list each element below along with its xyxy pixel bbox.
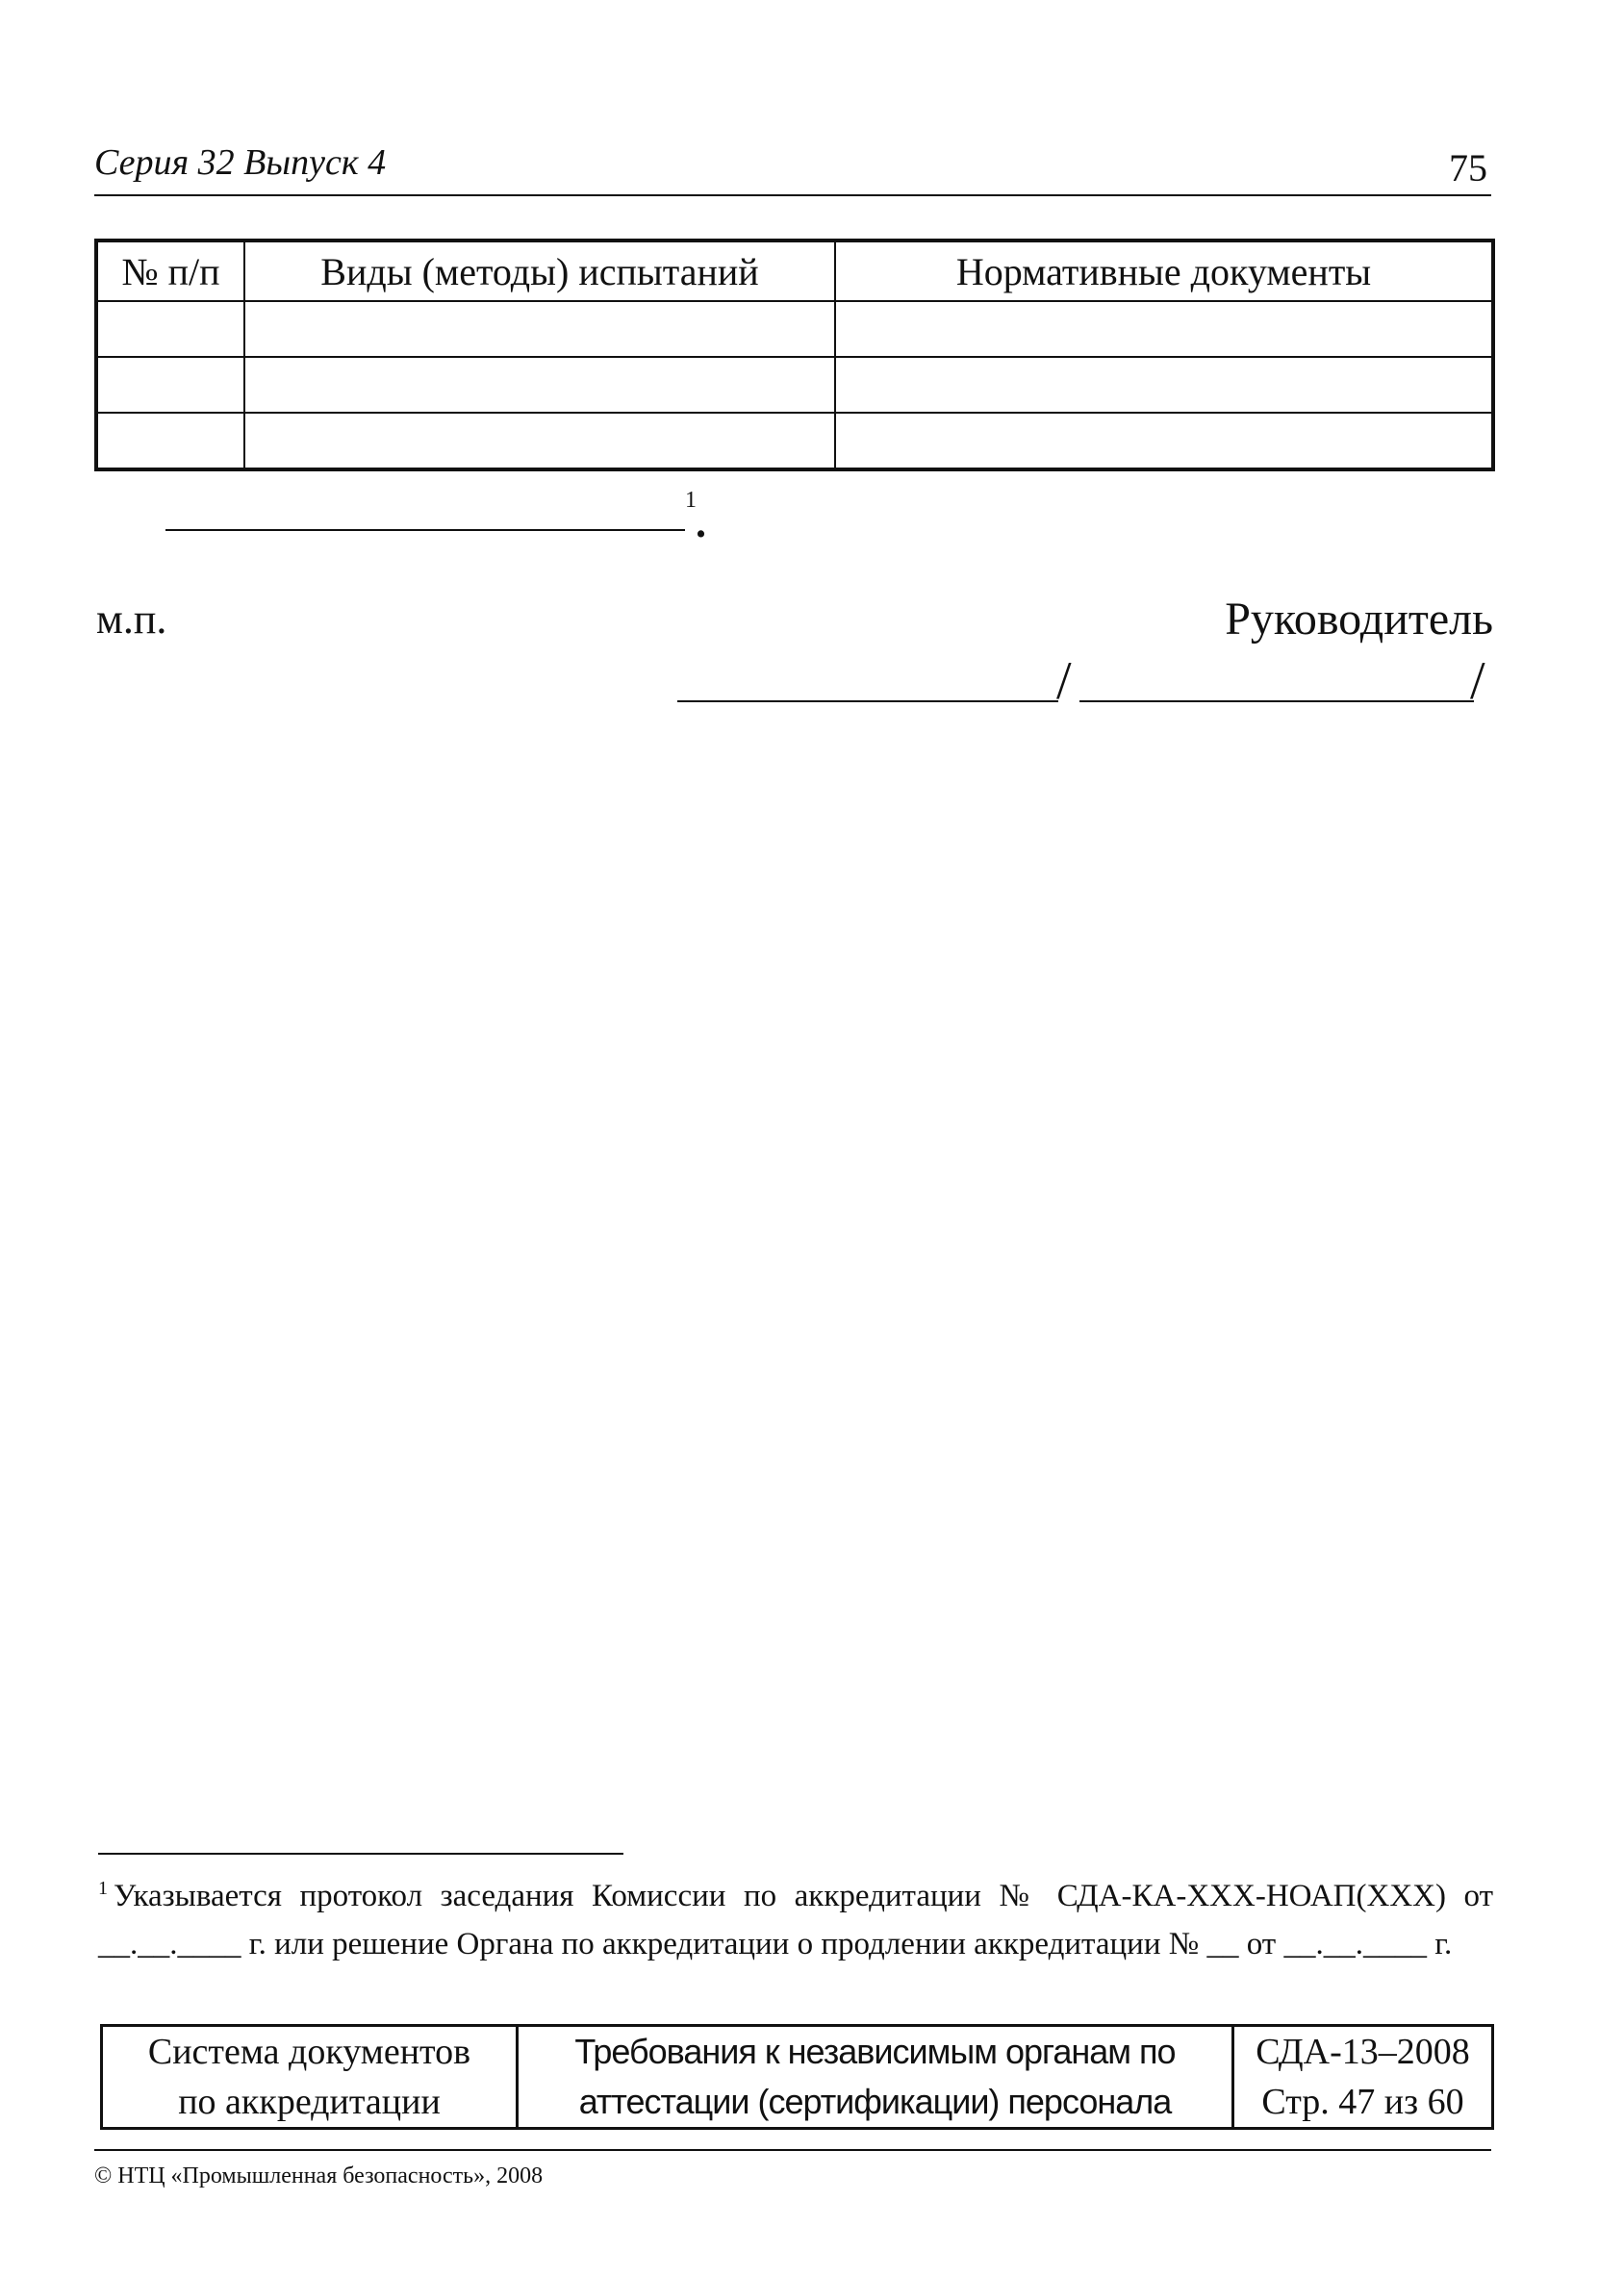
stamp-title-line1: Требования к независимым органам по [574, 2032, 1176, 2071]
footnote-mark: 1 [98, 1878, 108, 1899]
stamp-title-line2: аттестации (сертификации) персонала [578, 2082, 1172, 2121]
name-line [1079, 700, 1474, 702]
table-row [96, 357, 1493, 413]
signature-line [677, 700, 1058, 702]
stamp-title [518, 2026, 1233, 2129]
table-cell [835, 301, 1493, 357]
tests-table [94, 239, 1495, 471]
series-title: Серия 32 Выпуск 4 [94, 142, 387, 183]
document-stamp [100, 2024, 1494, 2130]
copyright-rule [94, 2149, 1491, 2151]
head-label: Руководитель [1225, 594, 1493, 645]
page-number: 75 [1449, 146, 1487, 190]
stamp-code [1233, 2026, 1493, 2129]
table-cell [835, 413, 1493, 469]
stamp-system [102, 2026, 518, 2129]
header-rule [94, 194, 1491, 196]
table-row [96, 413, 1493, 469]
footnote-ref-dot: . [696, 499, 706, 546]
table-header-row [96, 240, 1493, 301]
name-slash: / [1470, 651, 1485, 711]
table-cell [244, 301, 835, 357]
col-header-number: № п/п [96, 240, 244, 301]
blank-line [165, 529, 685, 531]
table-cell [244, 357, 835, 413]
footnote-ref-mark: 1 [685, 488, 697, 513]
table-cell [835, 357, 1493, 413]
footnote-text: Указывается протокол заседания Комиссии по аккредитации № СДА-КА-ХХХ-НОАП(ХХХ) от __.__.____ г. или решение Органа по аккредитации о продлении аккредитации № __ от __.__.____ г. [98, 1879, 1493, 1961]
table-cell [96, 357, 244, 413]
table-cell [244, 413, 835, 469]
stamp-system-line2: по аккредитации [178, 2082, 441, 2122]
stamp-system-line1: Система документов [147, 2032, 471, 2072]
table-cell [96, 413, 244, 469]
signature-slash: / [1056, 651, 1072, 711]
footnote-rule [98, 1853, 623, 1855]
stamp-place-label: м.п. [96, 595, 167, 643]
col-header-normative-docs: Нормативные документы [835, 240, 1493, 301]
table-row [96, 301, 1493, 357]
stamp-row [102, 2026, 1493, 2129]
stamp-page-info: Стр. 47 из 60 [1261, 2082, 1464, 2122]
col-header-test-types: Виды (методы) испытаний [244, 240, 835, 301]
footnote [98, 1864, 1493, 1968]
table-cell [96, 301, 244, 357]
copyright: © НТЦ «Промышленная безопасность», 2008 [94, 2163, 544, 2188]
stamp-doc-code: СДА-13–2008 [1256, 2032, 1470, 2072]
